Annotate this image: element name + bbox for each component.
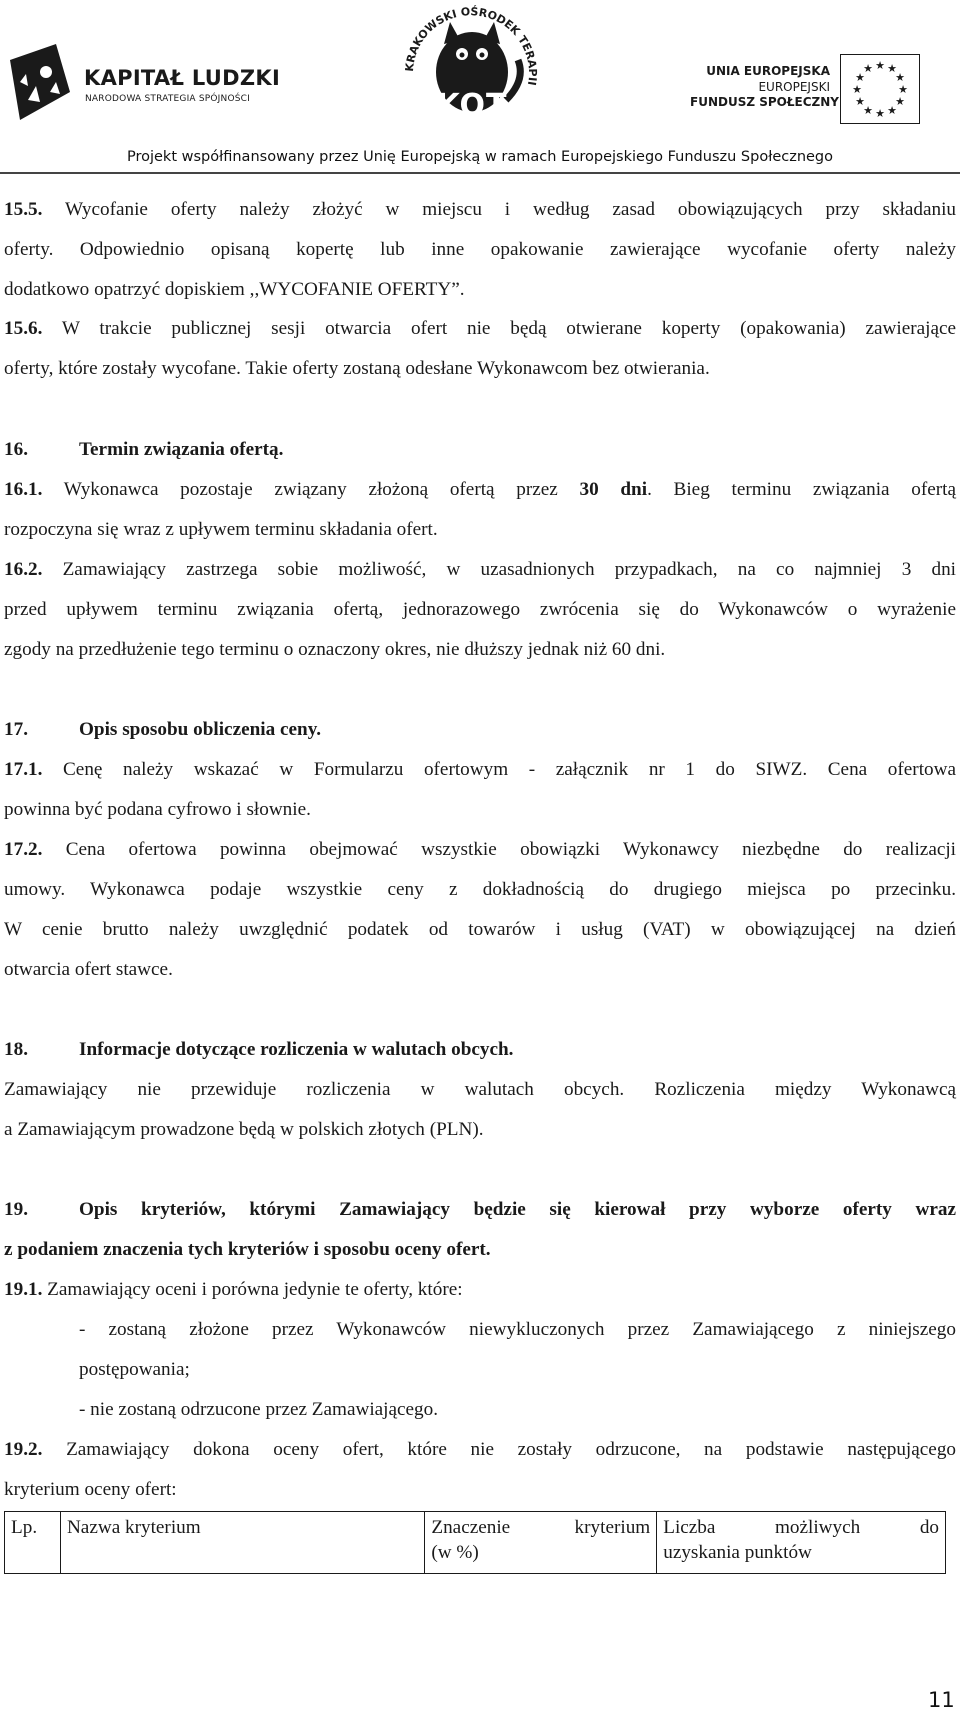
section-19-2-line-2: kryterium oceny ofert: — [4, 1479, 177, 1500]
section-16-2-line-3: zgody na przedłużenie tego terminu o oznaczony okres, nie dłuższy jednak niż 60 dni. — [4, 639, 666, 660]
section-16-title: Termin związania ofertą. — [79, 439, 284, 460]
kapital-ludzki-name: KAPITAŁ LUDZKI — [84, 66, 281, 90]
svg-text:★: ★ — [875, 59, 885, 72]
svg-text:★: ★ — [898, 83, 908, 96]
section-16-1-line-1: 16.1. Wykonawca pozostaje związany złożoną ofertą przez 30 dni. Bieg terminu związania ofertą — [4, 479, 956, 500]
eu-line-2: EUROPEJSKI — [758, 80, 830, 94]
section-17-1-line-1: 17.1. Cenę należy wskazać w Formularzu ofertowym - załącznik nr 1 do SIWZ. Cena ofertowa — [4, 759, 956, 780]
svg-text:★: ★ — [852, 83, 862, 96]
eu-line-1: UNIA EUROPEJSKA — [706, 64, 830, 78]
section-19-1-line-1: 19.1. Zamawiający oceni i porówna jedynie te oferty, które: — [4, 1279, 463, 1300]
eu-flag-icon — [840, 54, 920, 124]
svg-text:★: ★ — [887, 104, 897, 117]
section-17-2-line-1: 17.2. Cena ofertowa powinna obejmować wszystkie obowiązki Wykonawcy niezbędne do realizacji — [4, 839, 957, 860]
section-17-1-line-2: powinna być podana cyfrowo i słownie. — [4, 799, 311, 820]
kot-logo — [396, 0, 546, 128]
section-19-heading: 19. — [4, 1199, 28, 1220]
svg-text:★: ★ — [855, 71, 865, 84]
section-18-line-2: a Zamawiającym prowadzone będą w polskich złotych (PLN). — [4, 1119, 484, 1140]
section-16-1-line-2: rozpoczyna się wraz z upływem terminu składania ofert. — [4, 519, 438, 540]
eu-logo — [690, 54, 960, 124]
cofinancing-note: Projekt współfinansowany przez Unię Europejską w ramach Europejskiego Funduszu Społecznego — [126, 149, 834, 165]
page-number: 11 — [928, 1688, 955, 1712]
svg-text:★: ★ — [895, 95, 905, 108]
section-17-title: Opis sposobu obliczenia ceny. — [79, 719, 322, 740]
kapital-ludzki-subtitle: NARODOWA STRATEGIA SPÓJNOŚCI — [85, 94, 250, 104]
section-17-2-line-4: otwarcia ofert stawce. — [4, 959, 173, 980]
section-17-heading: 17. — [4, 719, 28, 740]
criteria-col-name: Nazwa kryterium — [60, 1512, 424, 1574]
svg-text:★: ★ — [887, 62, 897, 75]
svg-text:★: ★ — [863, 62, 873, 75]
section-17-2-line-3: W cenie brutto należy uwzględnić podatek od towarów i usług (VAT) w obowiązującej na dzień — [4, 919, 956, 940]
svg-text:★: ★ — [863, 104, 873, 117]
kot-arc-text: KRAKOWSKI OŚRODEK TERAPII — [402, 5, 540, 87]
section-19-2-line-1: 19.2. Zamawiający dokona oceny ofert, które nie zostały odrzucone, na podstawie następującego — [4, 1439, 957, 1460]
svg-text:★: ★ — [875, 107, 885, 120]
section-18-title: Informacje dotyczące rozliczenia w walutach obcych. — [79, 1039, 514, 1060]
section-19-title-line-1: Opis kryteriów, którymi Zamawiający będzie się kierował przy wyborze oferty wraz — [79, 1199, 956, 1220]
section-19-1-bullet-1-line-1: - zostaną złożone przez Wykonawców niewykluczonych przez Zamawiającego z niniejszego — [79, 1319, 956, 1340]
header-divider — [0, 172, 960, 174]
svg-text:★: ★ — [855, 95, 865, 108]
kapital-ludzki-logo — [6, 42, 281, 122]
section-19-1-bullet-1-line-2: postępowania; — [79, 1359, 190, 1380]
svg-text:★: ★ — [895, 71, 905, 84]
criteria-col-lp: Lp. — [5, 1512, 61, 1574]
section-15-6-line-1: 15.6. W trakcie publicznej sesji otwarcia ofert nie będą otwierane koperty (opakowania) zawierające — [4, 318, 956, 339]
section-18-line-1: Zamawiający nie przewiduje rozliczenia w walutach obcych. Rozliczenia między Wykonawcą — [4, 1079, 956, 1100]
section-19-1-bullet-2: - nie zostaną odrzucone przez Zamawiającego. — [79, 1399, 439, 1420]
section-15-5-line-3: dodatkowo opatrzyć dopiskiem ,,WYCOFANIE OFERTY”. — [4, 279, 465, 300]
criteria-col-points: Liczba możliwych do uzyskania punktów — [657, 1512, 946, 1574]
section-16-heading: 16. — [4, 439, 28, 460]
section-15-5-line-1: 15.5. Wycofanie oferty należy złożyć w miejscu i według zasad obowiązujących przy składaniu — [4, 199, 957, 220]
section-18-heading: 18. — [4, 1039, 28, 1060]
section-16-2-line-1: 16.2. Zamawiający zastrzega sobie możliwość, w uzasadnionych przypadkach, na co najmniej 3 dni — [4, 559, 957, 580]
section-15-5-line-2: oferty. Odpowiednio opisaną kopertę lub inne opakowanie zawierające wycofanie oferty należy — [4, 239, 956, 260]
section-15-6-line-2: oferty, które zostały wycofane. Takie oferty zostaną odesłane Wykonawcom bez otwierania. — [4, 358, 710, 379]
section-16-2-line-2: przed upływem terminu związania ofertą, jednorazowego zwrócenia się do Wykonawców o wyrażenie — [4, 599, 956, 620]
section-19-title-line-2: z podaniem znaczenia tych kryteriów i sposobu oceny ofert. — [4, 1239, 491, 1260]
criteria-table-header-row — [5, 1512, 946, 1574]
section-17-2-line-2: umowy. Wykonawca podaje wszystkie ceny z dokładnością do drugiego miejsca po przecinku. — [4, 879, 956, 900]
kot-label: KOT — [436, 88, 508, 123]
eu-line-3: FUNDUSZ SPOŁECZNY — [690, 95, 839, 109]
kapital-ludzki-emblem-icon — [6, 42, 76, 122]
criteria-table — [4, 1511, 946, 1574]
criteria-col-weight: Znaczenie kryterium (w %) — [425, 1512, 657, 1574]
